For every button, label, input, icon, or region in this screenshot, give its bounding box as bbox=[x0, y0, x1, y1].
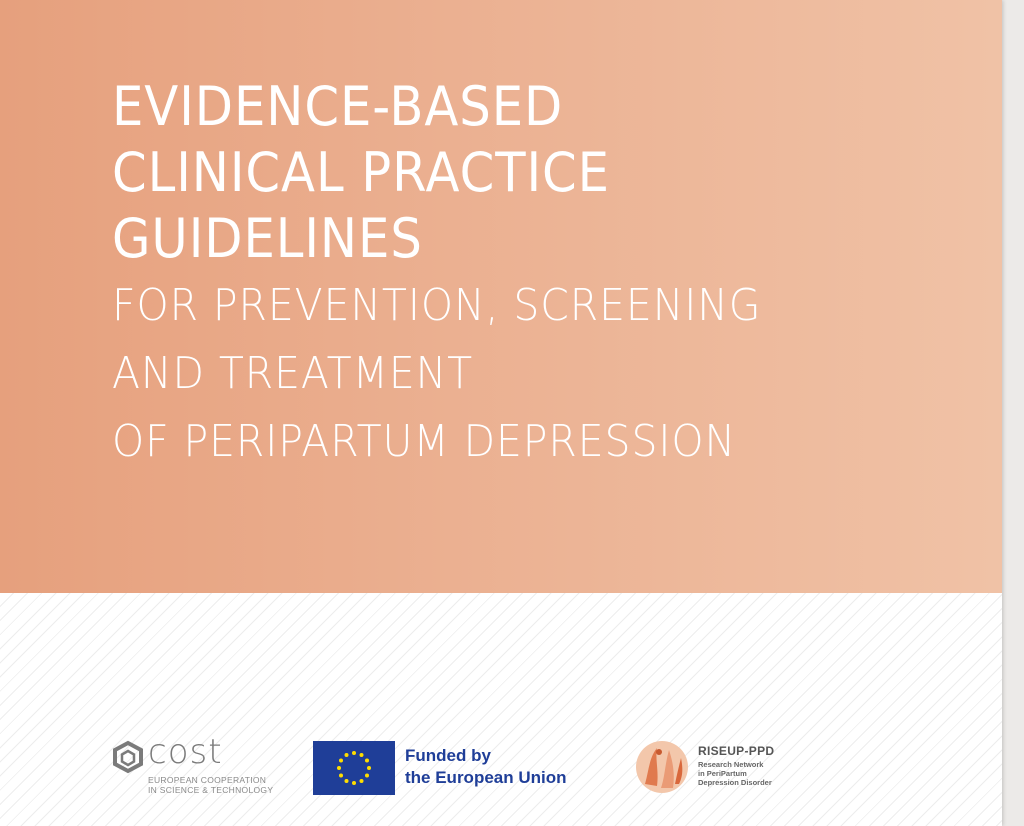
riseup-subtitle-line: in PeriPartum bbox=[698, 769, 747, 778]
subtitle-line: AND TREATMENT bbox=[112, 348, 474, 399]
riseup-subtitle bbox=[698, 760, 772, 787]
riseup-figure-icon bbox=[635, 740, 689, 794]
eu-text-line: Funded by bbox=[405, 746, 491, 765]
riseup-subtitle-line: Research Network bbox=[698, 760, 764, 769]
cost-logo bbox=[110, 732, 274, 800]
riseup-title: RISEUP-PPD bbox=[698, 744, 775, 758]
cost-hexagon-icon bbox=[110, 740, 146, 774]
subtitle-line: OF PERIPARTUM DEPRESSION bbox=[112, 416, 737, 467]
cost-tagline-line: EUROPEAN COOPERATION bbox=[148, 775, 267, 785]
cost-wordmark: cost bbox=[148, 732, 223, 772]
cost-tagline bbox=[148, 775, 273, 795]
subtitle-line: FOR PREVENTION, SCREENING bbox=[112, 280, 762, 331]
eu-funding-text bbox=[405, 745, 567, 789]
cost-tagline-line: IN SCIENCE & TECHNOLOGY bbox=[148, 785, 274, 795]
title-line: GUIDELINES bbox=[112, 207, 423, 270]
eu-flag-icon bbox=[313, 741, 395, 795]
cover-title bbox=[112, 74, 810, 476]
title-line: EVIDENCE-BASED bbox=[112, 75, 564, 138]
eu-text-line: the European Union bbox=[405, 768, 567, 787]
title-line: CLINICAL PRACTICE bbox=[112, 141, 610, 204]
riseup-subtitle-line: Depression Disorder bbox=[698, 778, 772, 787]
